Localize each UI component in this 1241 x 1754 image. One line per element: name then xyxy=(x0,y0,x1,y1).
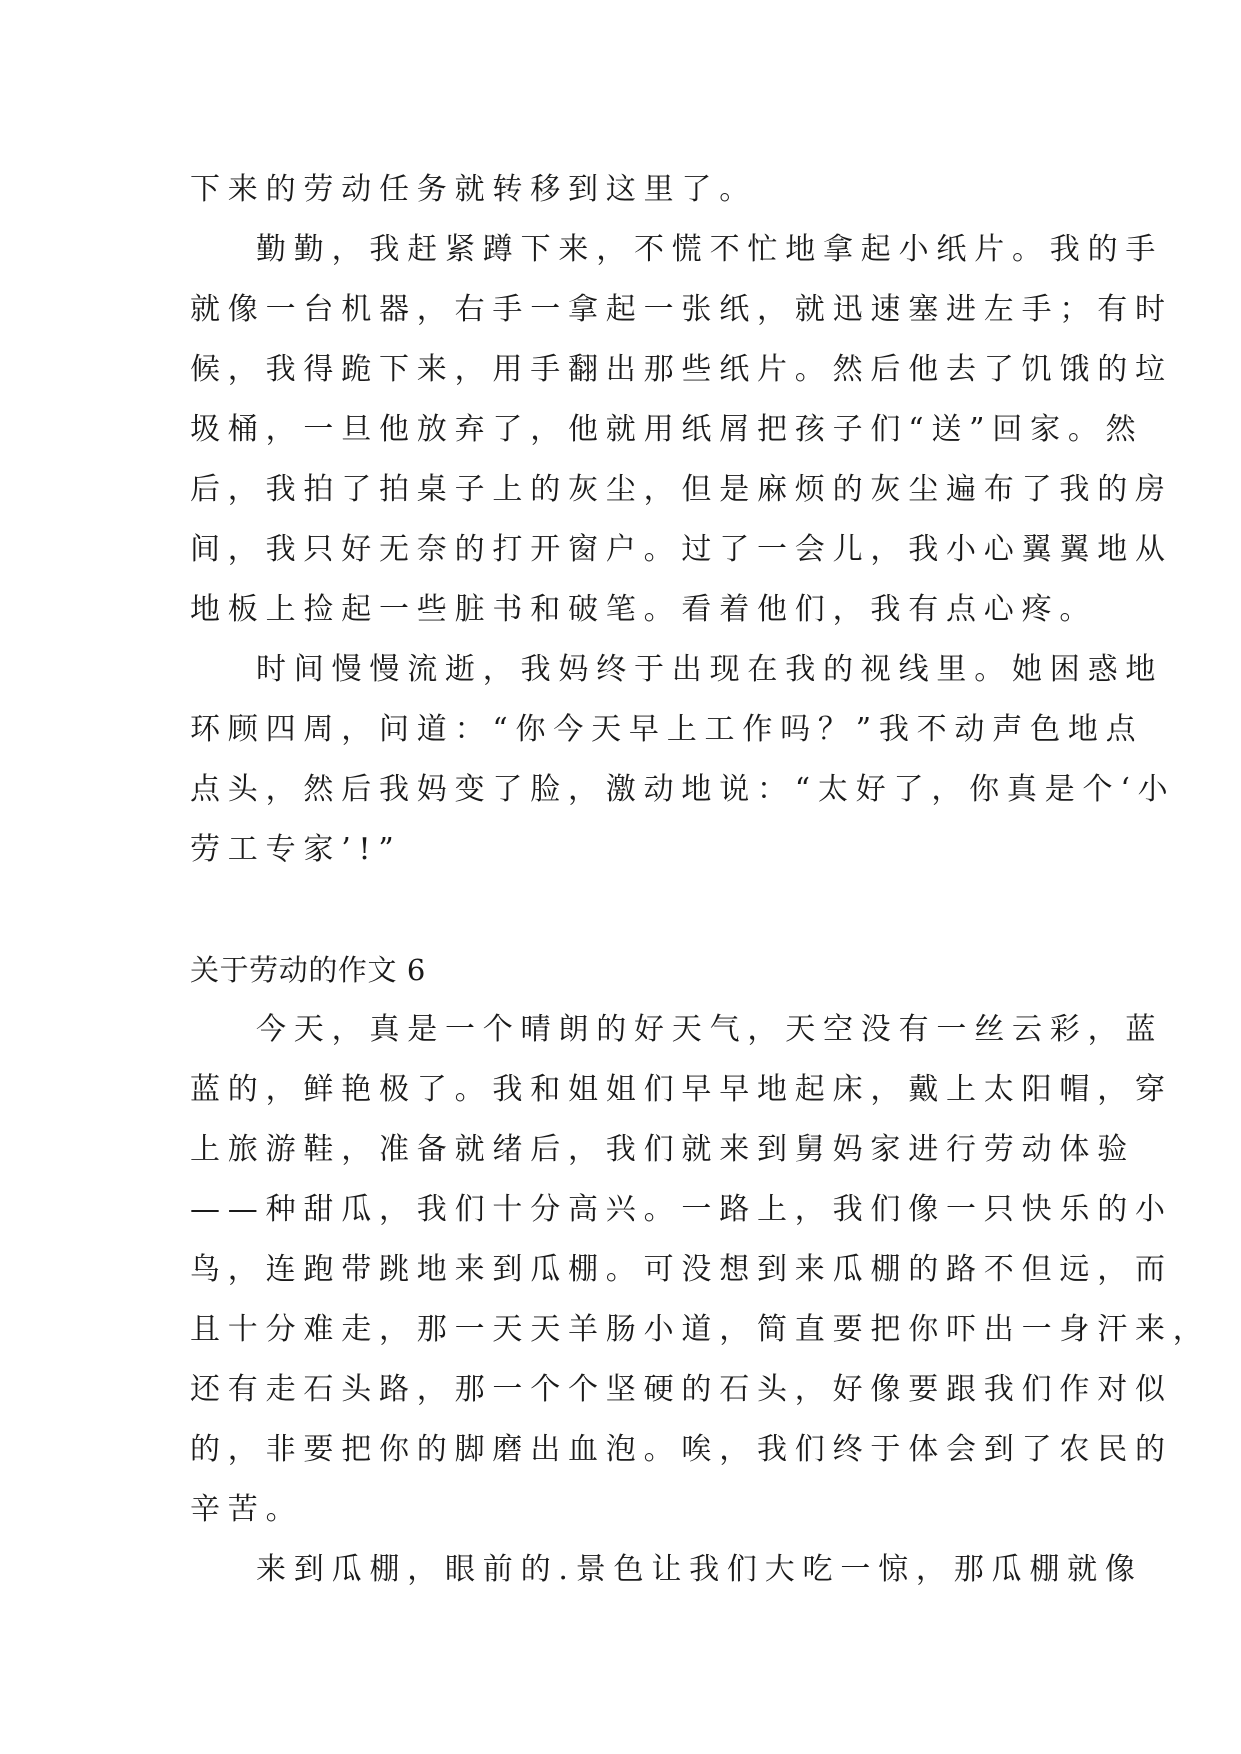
paragraph-line: 后，我拍了拍桌子上的灰尘，但是麻烦的灰尘遍布了我的房 xyxy=(190,472,1173,507)
paragraph-line: 的，非要把你的脚磨出血泡。唉，我们终于体会到了农民的 xyxy=(190,1432,1173,1467)
paragraph-line: 上旅游鞋，准备就绪后，我们就来到舅妈家进行劳动体验 xyxy=(190,1132,1135,1167)
paragraph-line: 勤勤，我赶紧蹲下来，不慌不忙地拿起小纸片。我的手 xyxy=(256,232,1164,267)
paragraph-line: ——种甜瓜，我们十分高兴。一路上，我们像一只快乐的小 xyxy=(190,1192,1173,1227)
paragraph-line: 辛苦。 xyxy=(190,1492,304,1527)
paragraph-line: 今天，真是一个晴朗的好天气，天空没有一丝云彩，蓝 xyxy=(256,1012,1164,1047)
paragraph-line: 点头，然后我妈变了脸，激动地说：“太好了，你真是个‘小 xyxy=(190,772,1176,807)
paragraph-line: 来到瓜棚，眼前的.景色让我们大吃一惊，那瓜棚就像 xyxy=(256,1552,1143,1587)
paragraph-line: 圾桶，一旦他放弃了，他就用纸屑把孩子们“送”回家。然 xyxy=(190,412,1144,447)
paragraph-line: 蓝的，鲜艳极了。我和姐姐们早早地起床，戴上太阳帽，穿 xyxy=(190,1072,1173,1107)
section-heading: 关于劳动的作文 6 xyxy=(190,953,426,987)
paragraph-line: 环顾四周，问道：“你今天早上工作吗？”我不动声色地点 xyxy=(190,712,1144,747)
paragraph-line: 鸟，连跑带跳地来到瓜棚。可没想到来瓜棚的路不但远，而 xyxy=(190,1252,1173,1287)
paragraph-line: 间，我只好无奈的打开窗户。过了一会儿，我小心翼翼地从 xyxy=(190,532,1173,567)
document-body xyxy=(190,160,1211,1600)
paragraph-line: 下来的劳动任务就转移到这里了。 xyxy=(190,172,757,207)
paragraph-line: 地板上捡起一些脏书和破笔。看着他们，我有点心疼。 xyxy=(190,592,1098,627)
section-gap xyxy=(190,880,1045,940)
paragraph-line: 还有走石头路，那一个个坚硬的石头，好像要跟我们作对似 xyxy=(190,1372,1173,1407)
paragraph-line: 候，我得跪下来，用手翻出那些纸片。然后他去了饥饿的垃 xyxy=(190,352,1173,387)
paragraph-line: 时间慢慢流逝，我妈终于出现在我的视线里。她困惑地 xyxy=(256,652,1164,687)
paragraph-line: 就像一台机器，右手一拿起一张纸，就迅速塞进左手；有时 xyxy=(190,292,1173,327)
paragraph-line: 且十分难走，那一天天羊肠小道，简直要把你吓出一身汗来， xyxy=(190,1312,1211,1347)
paragraph-line: 劳工专家’!” xyxy=(190,832,402,867)
